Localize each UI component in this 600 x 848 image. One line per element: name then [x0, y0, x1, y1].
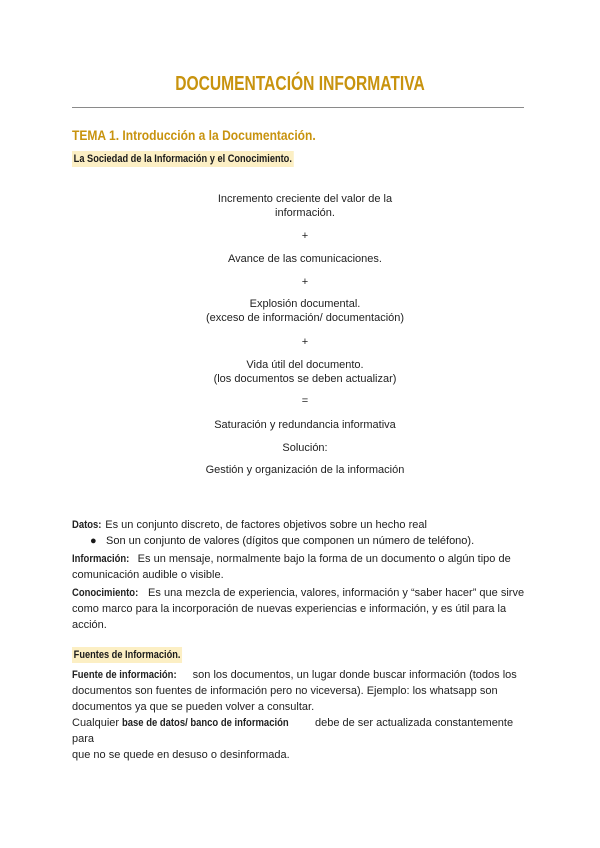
definition-conocimiento: [72, 585, 528, 633]
definition-fuente: [72, 667, 528, 763]
term-label: Fuente de información:: [72, 669, 177, 681]
flow-line: Vida útil del documento.: [246, 359, 364, 371]
definition-text: son los documentos, un lugar donde buscar información (todos los: [189, 669, 517, 681]
definition-text: Es una mezcla de experiencia, valores, información y “saber hacer” que sirve: [145, 587, 525, 599]
section-heading-fuentes: Fuentes de Información.: [73, 649, 181, 661]
definition-text: comunicación audible o visible.: [72, 569, 224, 581]
definition-text: acción.: [72, 619, 107, 631]
bullet-icon: ●: [90, 535, 97, 547]
paragraph-text: debe de ser actualizada constantemente para: [72, 717, 514, 745]
bullet-text: Son un conjunto de valores (dígitos que componen un número de teléfono).: [106, 535, 475, 547]
flow-line: (exceso de información/ documentación): [205, 312, 405, 324]
flow-equals: =: [301, 395, 309, 407]
list-item: [90, 533, 530, 549]
definition-text: como marco para la incorporación de nuevas experiencias e información, y es útil para la: [72, 603, 507, 615]
paragraph-text: Cualquier: [72, 717, 123, 729]
tema-heading: TEMA 1. Introducción a la Documentación.: [72, 127, 316, 143]
section-heading-sociedad: La Sociedad de la Información y el Conocimiento.: [73, 153, 292, 165]
definition-text: documentos son fuentes de información pero no viceversa). Ejemplo: los whatsapp son: [72, 685, 498, 697]
flow-line: Gestión y organización de la información: [205, 464, 405, 476]
term-label: Conocimiento:: [72, 587, 139, 599]
flow-line: Explosión documental.: [249, 298, 361, 310]
definition-text: documentos ya que se pueden volver a consultar.: [72, 701, 315, 713]
flow-line: Solución:: [282, 442, 328, 454]
definition-informacion: [72, 551, 528, 583]
title-divider: [72, 107, 524, 108]
flow-plus: +: [301, 336, 309, 348]
paragraph-text: que no se quede en desuso o desinformada.: [72, 749, 290, 761]
flow-line: información.: [275, 207, 335, 219]
flow-line: Saturación y redundancia informativa: [214, 419, 396, 431]
flow-line: (los documentos se deben actualizar): [213, 373, 397, 385]
definition-text: Es un conjunto discreto, de factores objetivos sobre un hecho real: [102, 519, 427, 531]
definition-text: Es un mensaje, normalmente bajo la forma de un documento o algún tipo de: [134, 553, 511, 565]
term-label: Datos:: [72, 519, 102, 531]
flow-plus: +: [301, 276, 309, 288]
term-label: Información:: [72, 553, 130, 565]
document-title: DOCUMENTACIÓN INFORMATIVA: [175, 73, 425, 95]
flow-line: Avance de las comunicaciones.: [228, 253, 382, 265]
flow-plus: +: [301, 230, 309, 242]
term-label: base de datos/ banco de información: [122, 717, 289, 729]
definition-datos: [72, 517, 528, 533]
flow-line: Incremento creciente del valor de la: [217, 193, 393, 205]
